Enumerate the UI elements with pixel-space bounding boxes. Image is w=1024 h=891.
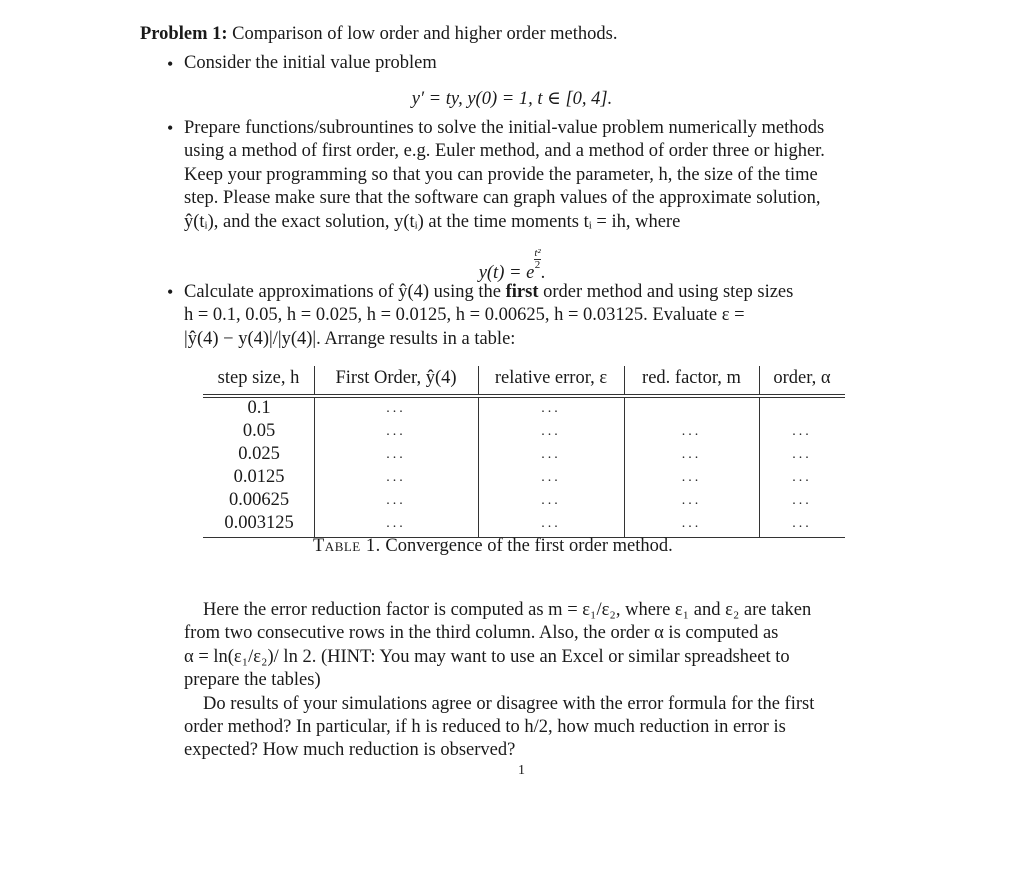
- question-line: order method? In particular, if h is reduced to h/2, how much reduction in error is: [184, 716, 786, 737]
- cell-step-size: 0.00625: [228, 490, 290, 510]
- table-caption: [313, 536, 673, 557]
- exact-exp-num: t²: [534, 247, 541, 259]
- bullet3-line1-post: order method and using step sizes: [538, 282, 794, 302]
- header-order: order, α: [773, 368, 831, 388]
- question-line: expected? How much reduction is observed?: [184, 740, 516, 761]
- bullet3-paragraph: [184, 281, 928, 351]
- bullet2-line: step. Please make sure that the software can graph values of the approximate solution,: [184, 188, 821, 209]
- cell-reduction-factor: ...: [681, 493, 702, 508]
- cell-step-size: 0.0125: [233, 467, 285, 487]
- bullet3-line3: |ŷ(4) − y(4)|/|y(4)|. Arrange results in a table:: [184, 328, 516, 349]
- bullet-icon: •: [167, 282, 174, 302]
- bullet2-line: using a method of first order, e.g. Euler method, and a method of order three or higher.: [184, 141, 825, 162]
- ivp-equation: y′ = ty, y(0) = 1, t ∈ [0, 4].: [411, 89, 613, 109]
- cell-order: ...: [792, 424, 812, 439]
- header-relative-error: relative error, ε: [494, 368, 608, 388]
- exact-exp-den: 2: [534, 259, 541, 271]
- bullet3-bold-first: first: [505, 282, 539, 302]
- caption-label: Table 1.: [313, 536, 381, 556]
- cell-relative-error: ...: [541, 424, 561, 439]
- bullet-icon: •: [167, 118, 174, 138]
- cell-relative-error: ...: [541, 470, 561, 485]
- cell-first-order: ...: [386, 516, 406, 531]
- bullet2-paragraph: [184, 117, 928, 234]
- cell-first-order: ...: [386, 401, 406, 416]
- exact-end: .: [540, 263, 546, 283]
- bullet1-text: Consider the initial value problem: [184, 53, 437, 73]
- cell-reduction-factor: ...: [681, 470, 702, 485]
- caption-text: Convergence of the first order method.: [385, 536, 673, 556]
- cell-step-size: 0.003125: [224, 513, 294, 533]
- bullet2-line: Keep your programming so that you can provide the parameter, h, the size of the time: [184, 164, 818, 185]
- exact-lhs: y(t) = e: [478, 263, 535, 283]
- bullet3-line2: h = 0.1, 0.05, h = 0.025, h = 0.0125, h = 0.00625, h = 0.03125. Evaluate ε =: [184, 305, 745, 326]
- cell-order: ...: [792, 516, 812, 531]
- cell-relative-error: ...: [541, 447, 561, 462]
- cell-relative-error: ...: [541, 516, 561, 531]
- cell-first-order: ...: [386, 424, 406, 439]
- cell-first-order: ...: [386, 493, 406, 508]
- cell-step-size: 0.025: [238, 444, 280, 464]
- bullet-icon: •: [167, 54, 174, 74]
- cell-reduction-factor: ...: [681, 424, 702, 439]
- header-reduction-factor: red. factor, m: [642, 368, 741, 388]
- question-line: Do results of your simulations agree or disagree with the error formula for the first: [203, 693, 815, 714]
- problem-heading: [140, 24, 617, 45]
- bullet2-line: Prepare functions/subrountines to solve the initial-value problem numerically methods: [184, 118, 825, 138]
- cell-step-size: 0.1: [247, 398, 271, 418]
- cell-relative-error: ...: [541, 401, 561, 416]
- cell-reduction-factor: ...: [681, 516, 702, 531]
- explanation-line: from two consecutive rows in the third column. Also, the order α is computed as: [184, 623, 779, 644]
- cell-order: ...: [792, 493, 812, 508]
- header-first-order: First Order, ŷ(4): [335, 368, 457, 388]
- cell-first-order: ...: [386, 447, 406, 462]
- cell-order: ...: [792, 447, 812, 462]
- explanation-line: prepare the tables): [184, 670, 321, 691]
- header-step-size: step size, h: [217, 368, 300, 388]
- problem-title: Comparison of low order and higher order methods.: [232, 24, 618, 44]
- explanation-paragraph: [184, 599, 928, 763]
- exact-solution-equation: [0, 248, 1024, 284]
- header-rule: [203, 394, 845, 395]
- cell-relative-error: ...: [541, 493, 561, 508]
- bullet2-line: ŷ(tᵢ), and the exact solution, y(tᵢ) at the time moments tᵢ = ih, where: [184, 211, 681, 232]
- cell-order: ...: [792, 470, 812, 485]
- bullet3-line1: [184, 281, 928, 304]
- explanation-line: α = ln(ε₁/ε₂)/ ln 2. (HINT: You may want to use an Excel or similar spreadsheet to: [184, 646, 790, 667]
- cell-step-size: 0.05: [242, 421, 276, 441]
- explanation-line: Here the error reduction factor is computed as m = ε₁/ε₂, where ε₁ and ε₂ are taken: [203, 600, 812, 620]
- cell-first-order: ...: [386, 470, 406, 485]
- bullet3-line1-pre: Calculate approximations of ŷ(4) using the: [184, 282, 506, 302]
- cell-reduction-factor: ...: [681, 447, 702, 462]
- problem-label: Problem 1:: [140, 24, 228, 44]
- page-number: 1: [518, 763, 525, 778]
